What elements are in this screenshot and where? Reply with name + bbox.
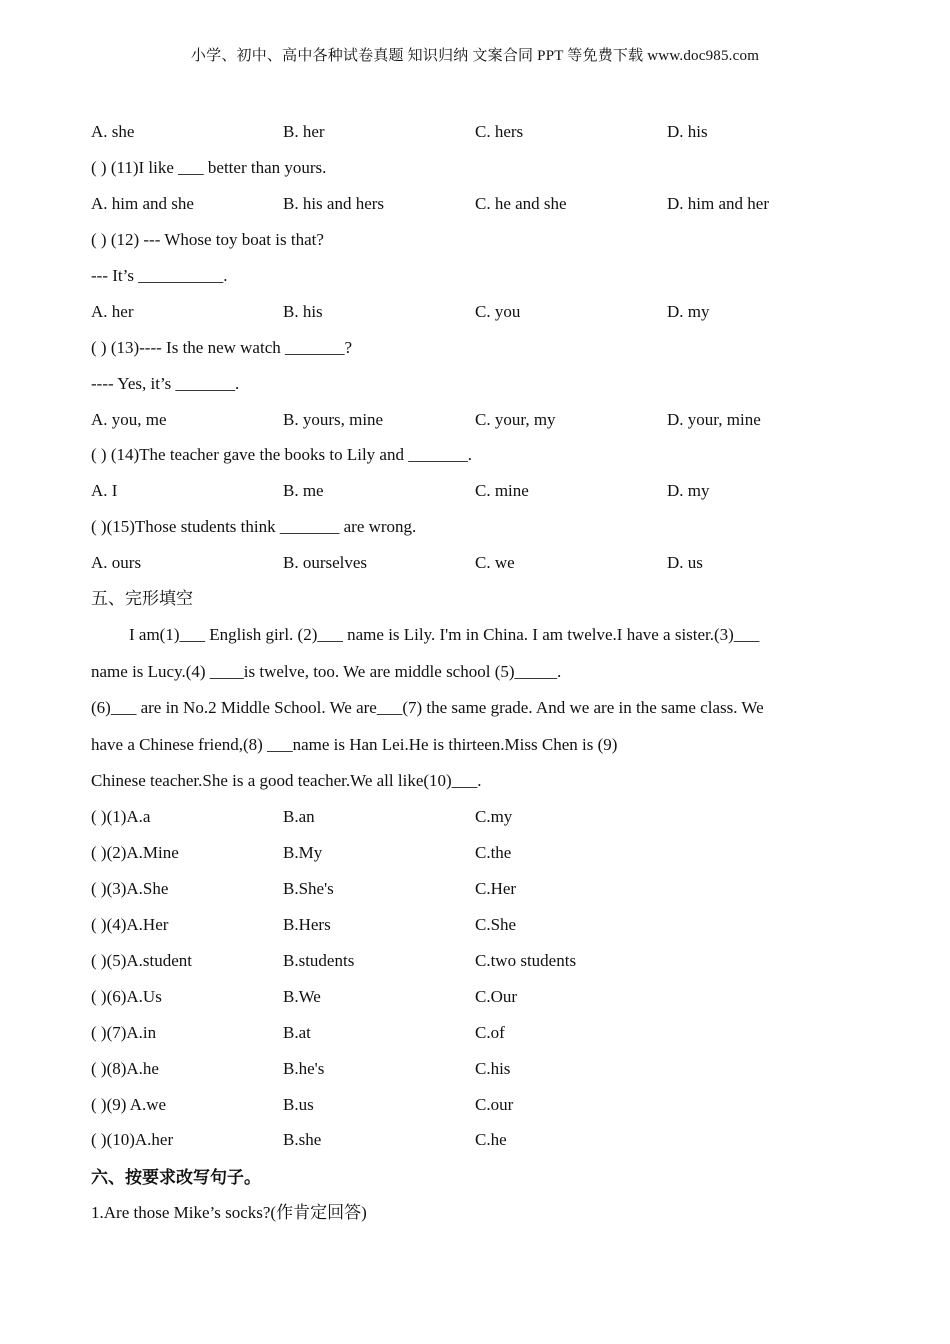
option-b: B.he's	[283, 1059, 325, 1078]
section-5-title: 五、完形填空	[91, 589, 193, 608]
option-b: B.She's	[283, 879, 334, 898]
option-b: B. his	[283, 302, 323, 321]
option-c: C.two students	[475, 951, 577, 970]
option-d: D. my	[667, 302, 710, 321]
option-d: D. your, mine	[667, 410, 761, 429]
cloze-stem: ( )(3)A.She	[91, 879, 169, 898]
option-b: B.she	[283, 1130, 322, 1149]
option-c: C.the	[475, 843, 512, 862]
option-c: C. your, my	[475, 410, 556, 429]
option-c: C.his	[475, 1059, 511, 1078]
question-12: ( ) (12) --- Whose toy boat is that?	[91, 230, 324, 249]
option-b: B.us	[283, 1095, 314, 1114]
option-b: B.My	[283, 843, 323, 862]
option-c: C.Our	[475, 987, 518, 1006]
cloze-stem: ( )(8)A.he	[91, 1059, 159, 1078]
option-b: B.at	[283, 1023, 311, 1042]
option-c: C. we	[475, 553, 515, 572]
cloze-line-3: (6)___ are in No.2 Middle School. We are___(7) the same grade. And we are in the same class. We	[91, 698, 764, 717]
option-c: C. he and she	[475, 194, 567, 213]
option-c: C.he	[475, 1130, 507, 1149]
option-d: D. my	[667, 481, 710, 500]
question-13: ( ) (13)---- Is the new watch _______?	[91, 338, 353, 357]
option-b: B. her	[283, 122, 325, 141]
cloze-stem: ( )(5)A.student	[91, 951, 193, 970]
section-6-title: 六、按要求改写句子。	[91, 1168, 261, 1187]
cloze-line-4: have a Chinese friend,(8) ___name is Han Lei.He is thirteen.Miss Chen is (9)	[91, 735, 618, 754]
question-13-answer-line: ---- Yes, it’s _______.	[91, 374, 240, 393]
cloze-stem: ( )(9) A.we	[91, 1095, 167, 1114]
option-d: D. us	[667, 553, 703, 572]
option-c: C. you	[475, 302, 521, 321]
option-d: D. him and her	[667, 194, 769, 213]
option-c: C. mine	[475, 481, 529, 500]
option-a: A. her	[91, 302, 134, 321]
option-b: B.Hers	[283, 915, 331, 934]
question-14: ( ) (14)The teacher gave the books to Lily and _______.	[91, 445, 472, 464]
option-b: B. his and hers	[283, 194, 385, 213]
section-6-question-1: 1.Are those Mike’s socks?(作肯定回答)	[91, 1203, 367, 1222]
cloze-stem: ( )(6)A.Us	[91, 987, 162, 1006]
option-c: C.She	[475, 915, 517, 934]
option-c: C. hers	[475, 122, 524, 141]
option-b: B.We	[283, 987, 321, 1006]
option-a: A. him and she	[91, 194, 194, 213]
option-a: A. ours	[91, 553, 142, 572]
cloze-stem: ( )(1)A.a	[91, 807, 151, 826]
option-a: A. I	[91, 481, 118, 500]
option-b: B. ourselves	[283, 553, 368, 572]
cloze-line-5: Chinese teacher.She is a good teacher.We all like(10)___.	[91, 771, 482, 790]
cloze-line-2: name is Lucy.(4) ____is twelve, too. We are middle school (5)_____.	[91, 662, 562, 681]
option-c: C.of	[475, 1023, 505, 1042]
option-b: B.students	[283, 951, 355, 970]
option-c: C.my	[475, 807, 513, 826]
cloze-stem: ( )(4)A.Her	[91, 915, 169, 934]
question-11: ( ) (11)I like ___ better than yours.	[91, 158, 327, 177]
option-b: B.an	[283, 807, 315, 826]
option-c: C.Her	[475, 879, 517, 898]
cloze-stem: ( )(2)A.Mine	[91, 843, 179, 862]
cloze-stem: ( )(10)A.her	[91, 1130, 174, 1149]
cloze-line-1: I am(1)___ English girl. (2)___ name is Lily. I'm in China. I am twelve.I have a sister.(3)___	[129, 625, 760, 644]
option-b: B. yours, mine	[283, 410, 384, 429]
question-12-answer-line: --- It’s __________.	[91, 266, 228, 285]
option-a: A. you, me	[91, 410, 167, 429]
option-d: D. his	[667, 122, 708, 141]
page-header: 小学、初中、高中各种试卷真题 知识归纳 文案合同 PPT 等免费下载 www.doc985.com	[190, 48, 760, 64]
option-a: A. she	[91, 122, 135, 141]
option-b: B. me	[283, 481, 324, 500]
option-c: C.our	[475, 1095, 514, 1114]
cloze-stem: ( )(7)A.in	[91, 1023, 157, 1042]
question-15: ( )(15)Those students think _______ are wrong.	[91, 517, 417, 536]
